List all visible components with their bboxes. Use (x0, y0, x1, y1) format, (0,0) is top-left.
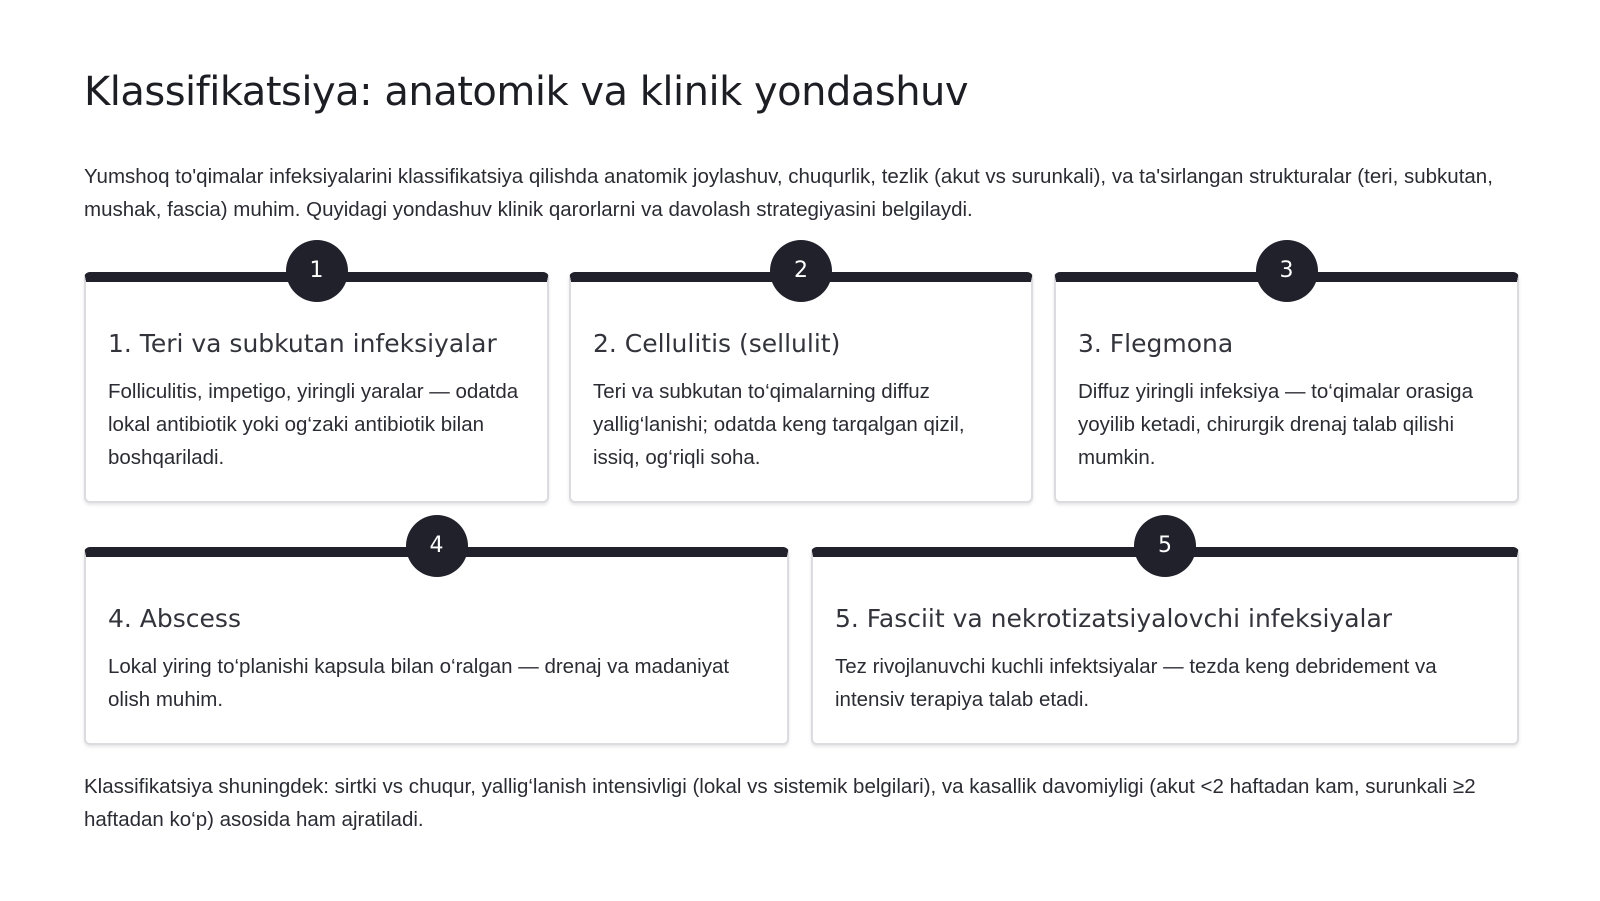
card-description: Teri va subkutan to‘qimalarning diffuz yallig‘lanishi; odatda keng tarqalgan qizil, issiq, og‘riqli soha. (593, 380, 965, 469)
card-description: Diffuz yiringli infeksiya — to‘qimalar orasiga yoyilib ketadi, chirurgik drenaj talab qilishi mumkin. (1078, 380, 1473, 469)
step-number-badge: 1 (286, 240, 348, 302)
card-description: Tez rivojlanuvchi kuchli infektsiyalar — tezda keng debridement va intensiv terapiya talab etadi. (835, 655, 1437, 711)
classification-card-5 (811, 533, 1519, 745)
classification-card-2 (569, 258, 1033, 503)
step-number-badge: 5 (1134, 515, 1196, 577)
classification-card-3 (1054, 258, 1519, 503)
step-number-badge: 4 (406, 515, 468, 577)
card-title: 1. Teri va subkutan infeksiyalar (108, 329, 497, 358)
card-title: 5. Fasciit va nekrotizatsiyalovchi infeksiyalar (835, 604, 1393, 633)
step-number-badge: 2 (770, 240, 832, 302)
card-description: Lokal yiring to‘planishi kapsula bilan o‘ralgan — drenaj va madaniyat olish muhim. (108, 655, 730, 711)
card-description: Folliculitis, impetigo, yiringli yaralar — odatda lokal antibiotik yoki og‘zaki antibiotik bilan boshqariladi. (108, 380, 519, 469)
classification-card-1 (84, 258, 549, 503)
card-title: 4. Abscess (108, 604, 241, 633)
classification-card-4 (84, 533, 789, 745)
intro-paragraph: Yumshoq to'qimalar infeksiyalarini klassifikatsiya qilishda anatomik joylashuv, chuqurlik, tezlik (akut vs surunkali), va ta'sirlangan strukturalar (teri, subkutan, mushak, fascia) muhim. Quyidagi yondashuv klinik qarorlarni va davolash strategiyasini belgilaydi. (84, 165, 1493, 221)
card-title: 2. Cellulitis (sellulit) (593, 329, 841, 358)
step-number-badge: 3 (1256, 240, 1318, 302)
page-title: Klassifikatsiya: anatomik va klinik yondashuv (84, 69, 969, 115)
footer-note: Klassifikatsiya shuningdek: sirtki vs chuqur, yallig‘lanish intensivligi (lokal vs sistemik belgilari), va kasallik davomiyligi (akut <2 haftadan kam, surunkali ≥2 haftadan ko‘p) asosida ham ajratiladi. (84, 775, 1476, 831)
card-title: 3. Flegmona (1078, 329, 1234, 358)
